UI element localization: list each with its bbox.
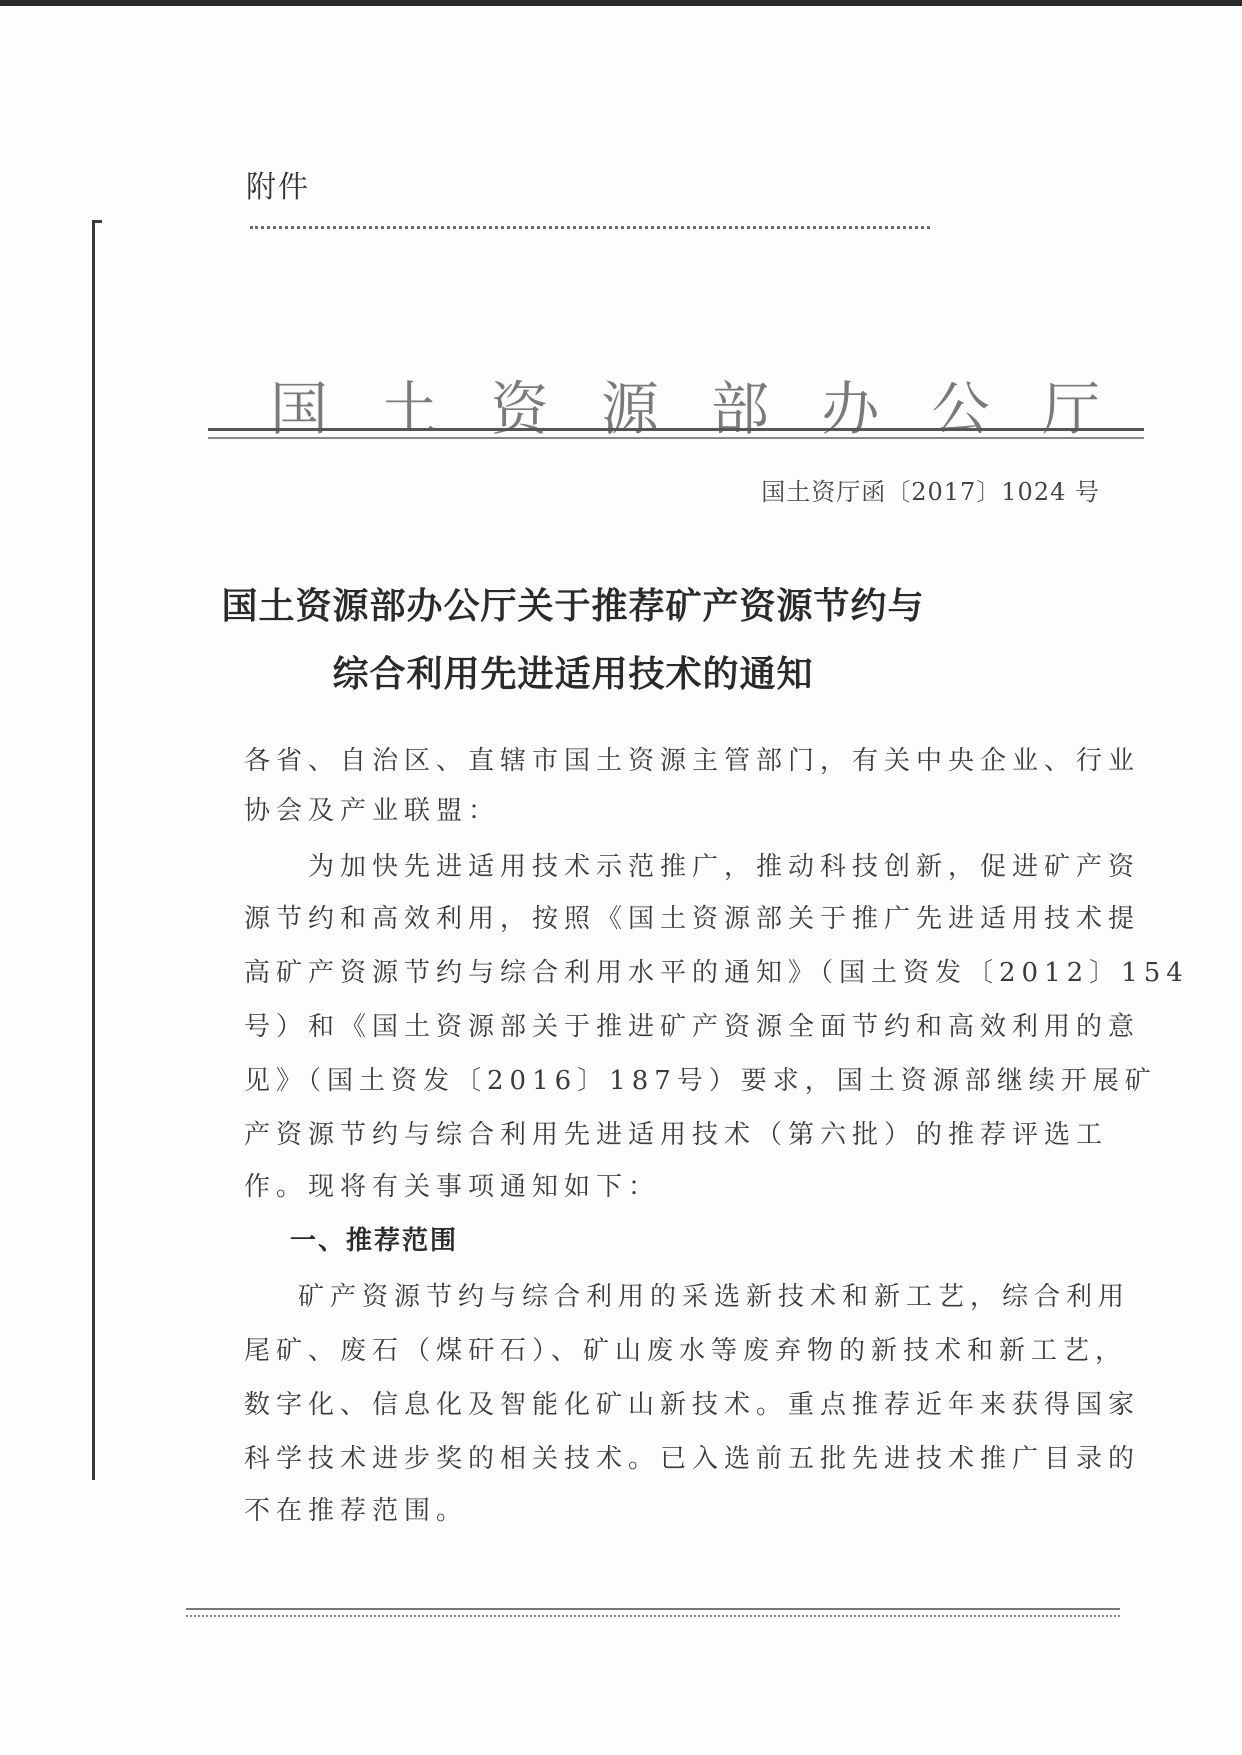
body-line: 为加快先进适用技术示范推广，推动科技创新，促进矿产资 [308,852,1141,882]
document-title-line-1: 国土资源部办公厅关于推荐矿产资源节约与 [221,586,925,627]
section-line: 尾矿、废石（煤矸石）、矿山废水等废弃物的新技术和新工艺， [244,1336,1128,1366]
header-char: 源 [600,375,659,443]
body-line: 产资源节约与综合利用先进适用技术（第六批）的推荐评选工 [244,1120,1109,1150]
document-title-line-2: 综合利用先进适用技术的通知 [332,654,814,695]
header-char: 公 [931,375,990,443]
attachment-label: 附件 [246,170,310,205]
binding-margin-line [92,220,95,1480]
body-line: 源节约和高效利用，按照《国土资源部关于推广先进适用技术提 [244,904,1141,934]
body-line: 高矿产资源节约与综合利用水平的通知》（国土资发〔2012〕154 [244,958,1189,988]
header-char: 资 [490,375,549,443]
header-char: 厅 [1041,375,1100,443]
scan-top-edge [0,0,1242,6]
body-line: 作。现将有关事项通知如下： [244,1172,661,1202]
header-char: 土 [380,375,439,443]
section-line: 矿产资源节约与综合利用的采选新技术和新工艺，综合利用 [298,1282,1131,1312]
section-line: 数字化、信息化及智能化矿山新技术。重点推荐近年来获得国家 [244,1390,1141,1420]
section-line: 科学技术进步奖的相关技术。已入选前五批先进技术推广目录的 [244,1444,1141,1474]
body-line: 号）和《国土资源部关于推进矿产资源全面节约和高效利用的意 [244,1012,1141,1042]
header-double-rule [208,428,1144,439]
body-line: 协会及产业联盟： [244,796,501,826]
body-line: 各省、自治区、直辖市国土资源主管部门，有关中央企业、行业 [244,746,1141,776]
section-line: 不在推荐范围。 [244,1496,469,1526]
header-char: 办 [821,375,880,443]
top-dotted-rule [250,226,930,229]
footer-double-rule [186,1608,1120,1617]
document-number: 国土资厅函〔2017〕1024 号 [761,478,1100,506]
header-char: 部 [711,375,770,443]
binding-tick [92,220,102,223]
body-line: 见》（国土资发〔2016〕187号）要求，国土资源部继续开展矿 [244,1066,1157,1096]
section-heading: 一、推荐范围 [290,1226,459,1256]
header-char: 国 [270,375,329,443]
